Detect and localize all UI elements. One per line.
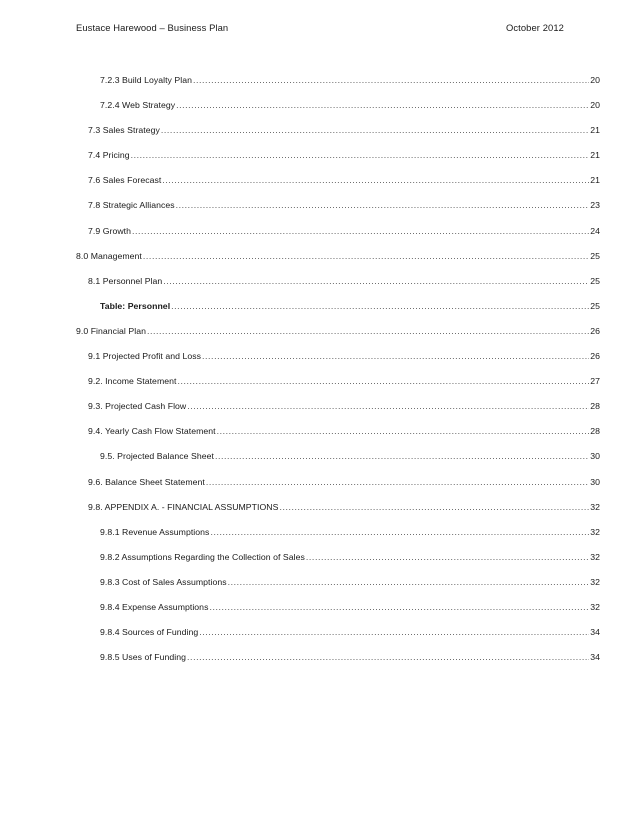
toc-entry-title: 9.8.1 Revenue Assumptions	[100, 526, 210, 537]
toc-entry-page-number: 28	[590, 426, 600, 437]
toc-entry[interactable]	[76, 75, 600, 100]
toc-entry-title: 9.8.3 Cost of Sales Assumptions	[100, 576, 227, 587]
toc-dot-leader	[210, 527, 589, 537]
toc-dot-leader	[163, 276, 589, 286]
toc-entry-title: 9.1 Projected Profit and Loss	[88, 351, 202, 362]
toc-entry-title: 9.5. Projected Balance Sheet	[100, 451, 214, 462]
toc-entry[interactable]	[76, 477, 600, 502]
toc-entry-page-number: 21	[590, 150, 600, 161]
toc-entry[interactable]	[76, 401, 600, 426]
toc-entry-title: 9.3. Projected Cash Flow	[88, 401, 187, 412]
toc-dot-leader	[217, 426, 590, 436]
toc-entry-page-number: 20	[590, 100, 600, 111]
toc-dot-leader	[161, 125, 589, 135]
toc-entry-page-number: 21	[590, 175, 600, 186]
toc-entry[interactable]	[76, 451, 600, 476]
toc-entry-title: 9.8.4 Expense Assumptions	[100, 601, 209, 612]
toc-dot-leader	[279, 502, 589, 512]
toc-entry[interactable]	[76, 602, 600, 627]
toc-entry-page-number: 30	[590, 451, 600, 462]
toc-entry[interactable]	[76, 175, 600, 200]
toc-entry-title: Table: Personnel	[100, 300, 171, 311]
toc-entry-title: 8.0 Management	[76, 250, 142, 261]
toc-entry-page-number: 20	[590, 75, 600, 85]
table-of-contents	[76, 75, 600, 677]
toc-entry-page-number: 21	[590, 125, 600, 136]
page-header	[76, 22, 564, 36]
toc-entry-title: 7.6 Sales Forecast	[88, 175, 162, 186]
toc-entry-page-number: 24	[590, 225, 600, 236]
toc-entry[interactable]	[76, 627, 600, 652]
toc-entry-title: 9.8.4 Sources of Funding	[100, 627, 199, 638]
toc-entry-title: 8.1 Personnel Plan	[88, 275, 163, 286]
toc-entry[interactable]	[76, 376, 600, 401]
toc-dot-leader	[176, 200, 590, 210]
toc-entry[interactable]	[76, 200, 600, 225]
toc-entry-page-number: 30	[590, 476, 600, 487]
toc-entry[interactable]	[76, 552, 600, 577]
toc-entry-page-number: 32	[590, 551, 600, 562]
toc-entry[interactable]	[76, 652, 600, 677]
toc-entry[interactable]	[76, 426, 600, 451]
toc-entry-page-number: 25	[590, 275, 600, 286]
toc-dot-leader	[306, 552, 589, 562]
toc-entry[interactable]	[76, 100, 600, 125]
toc-entry[interactable]	[76, 527, 600, 552]
toc-entry[interactable]	[76, 150, 600, 175]
toc-dot-leader	[199, 627, 589, 637]
toc-dot-leader	[147, 326, 589, 336]
toc-entry-page-number: 27	[590, 376, 600, 387]
toc-entry-title: 9.6. Balance Sheet Statement	[88, 476, 205, 487]
toc-dot-leader	[131, 150, 590, 160]
toc-entry-title: 7.8 Strategic Alliances	[88, 200, 175, 211]
toc-entry-title: 9.8.5 Uses of Funding	[100, 652, 187, 663]
toc-dot-leader	[177, 376, 589, 386]
toc-entry-page-number: 34	[590, 652, 600, 663]
toc-dot-leader	[228, 577, 590, 587]
toc-entry-page-number: 32	[590, 501, 600, 512]
toc-entry-title: 9.4. Yearly Cash Flow Statement	[88, 426, 216, 437]
toc-entry-page-number: 26	[590, 325, 600, 336]
toc-entry-title: 9.8.2 Assumptions Regarding the Collection of Sales	[100, 551, 305, 562]
toc-dot-leader	[215, 451, 589, 461]
toc-entry[interactable]	[76, 351, 600, 376]
toc-entry[interactable]	[76, 251, 600, 276]
toc-entry-title: 7.3 Sales Strategy	[88, 125, 160, 136]
toc-entry-title: 9.2. Income Statement	[88, 376, 177, 387]
toc-entry[interactable]	[76, 276, 600, 301]
toc-entry-title: 7.4 Pricing	[88, 150, 130, 161]
toc-dot-leader	[209, 602, 589, 612]
toc-dot-leader	[206, 477, 589, 487]
toc-entry[interactable]	[76, 301, 600, 326]
toc-entry[interactable]	[76, 502, 600, 527]
toc-entry-title: 7.9 Growth	[88, 225, 131, 236]
toc-entry-title: 7.2.3 Build Loyalty Plan	[100, 75, 192, 85]
toc-entry-page-number: 32	[590, 601, 600, 612]
toc-entry-page-number: 25	[590, 300, 600, 311]
toc-entry-page-number: 32	[590, 526, 600, 537]
document-date: October 2012	[505, 22, 564, 33]
toc-entry-page-number: 26	[590, 351, 600, 362]
toc-entry-page-number: 32	[590, 576, 600, 587]
toc-dot-leader	[143, 251, 589, 261]
document-title: Eustace Harewood – Business Plan	[76, 22, 229, 33]
toc-entry-page-number: 23	[590, 200, 600, 211]
toc-entry-page-number: 34	[590, 627, 600, 638]
toc-dot-leader	[171, 301, 589, 311]
toc-dot-leader	[187, 652, 589, 662]
toc-dot-leader	[176, 100, 589, 110]
toc-entry[interactable]	[76, 125, 600, 150]
toc-entry[interactable]	[76, 577, 600, 602]
toc-entry-title: 7.2.4 Web Strategy	[100, 100, 176, 111]
toc-dot-leader	[187, 401, 589, 411]
toc-entry[interactable]	[76, 226, 600, 251]
toc-entry-title: 9.8. APPENDIX A. - FINANCIAL ASSUMPTIONS	[88, 501, 279, 512]
toc-entry[interactable]	[76, 326, 600, 351]
toc-entry-title: 9.0 Financial Plan	[76, 325, 146, 336]
toc-dot-leader	[162, 175, 589, 185]
toc-dot-leader	[202, 351, 589, 361]
toc-dot-leader	[132, 226, 589, 236]
toc-dot-leader	[193, 75, 589, 85]
toc-entry-page-number: 28	[590, 401, 600, 412]
toc-entry-page-number: 25	[590, 250, 600, 261]
